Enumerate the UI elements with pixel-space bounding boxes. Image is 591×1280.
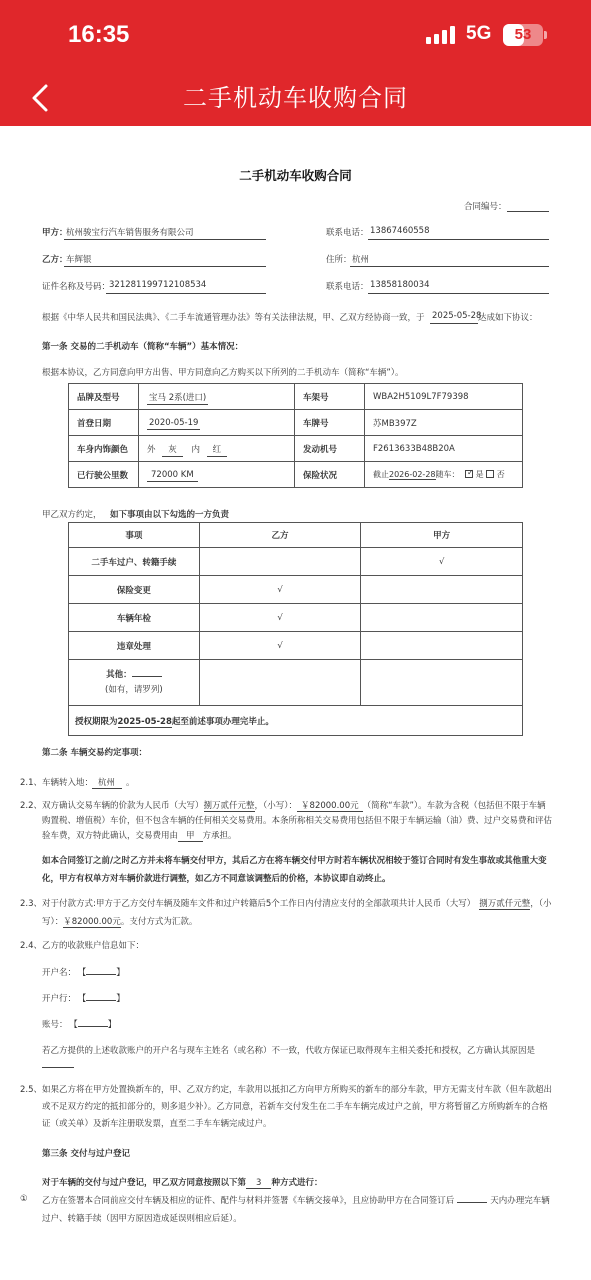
clause-2-1-text: 车辆转入地： (42, 778, 94, 788)
clause-2-5-line3: 证（或关单）及新车注册联发票，直至二手车车辆完成过户。 (42, 1119, 272, 1129)
checkbox-unchecked-icon[interactable] (486, 470, 494, 478)
preamble-date: 2025-05-28 (432, 311, 482, 321)
fee-payer: 甲 (178, 831, 203, 842)
clause-2-4-no: 2.4、 (20, 941, 43, 951)
vin-value: WBA2H5109L7F79398 (365, 384, 523, 410)
clause-3-1-line2: 过户、转籍手续（因甲方原因造成延误则相应后延）。 (42, 1214, 242, 1224)
article-3-title: 第三条 交付与过户登记 (42, 1149, 130, 1159)
article-3-intro-b: 种方式进行： (271, 1178, 323, 1188)
engine-label: 发动机号 (295, 436, 365, 462)
col-party-b: 乙方 (199, 523, 361, 548)
article-1-title: 第一条 交易的二手机动车（简称“车辆”）基本情况： (42, 342, 244, 352)
bracket-right: 】 (116, 968, 125, 978)
col-party-a: 甲方 (361, 523, 523, 548)
foot-date: 2025-05-28 (117, 716, 172, 727)
status-bar (0, 0, 591, 70)
table-row (69, 548, 523, 576)
resp-intro-b: 如下事项由以下勾选的一方负责 (110, 510, 230, 520)
bold-clause-line2: 化，甲方有权单方对车辆价款进行调整，如乙方不同意该调整后的价格，本协议即自动终止。 (42, 874, 391, 884)
clause-2-4-text: 乙方的收款账户信息如下： (42, 941, 145, 951)
account-bank-label: 开户行： (42, 994, 77, 1004)
row-party-b (199, 548, 361, 576)
party-b-phone: 13858180034 (370, 280, 430, 290)
row-party-b: √ (199, 576, 361, 604)
checkbox-checked-icon[interactable]: ✓ (467, 468, 474, 477)
article-1-intro: 根据本协议，乙方同意向甲方出售、甲方同意向乙方购买以下所列的二手机动车（简称“车辆”）。 (42, 368, 404, 378)
clause-3-1-no: ① (20, 1194, 28, 1204)
clause-2-5-line2: 或不足双方约定的抵扣部分的，则多退少补）。乙方同意，若新车交付发生在二手车车辆完成过户之前，甲方将暂留乙方所购新车的合格 (42, 1102, 548, 1112)
account-no-field[interactable] (78, 1026, 108, 1027)
clause-2-2-b: ，（小写）： (254, 801, 298, 811)
party-a-name: 杭州骏宝行汽车销售服务有限公司 (66, 228, 194, 238)
party-b-label: 乙方： (42, 255, 68, 265)
row-item: 二手车过户、转籍手续 (69, 548, 200, 576)
article-2-title: 第二条 车辆交易约定事项： (42, 748, 147, 758)
insurance-suffix: 随车： (435, 470, 460, 479)
clause-3-1-a: 乙方在签署本合同前应交付车辆及相应的证件、配件与材料并签署《车辆交接单》，且应协助甲方在合同签订后 (42, 1196, 455, 1206)
account-name-label: 开户名： (42, 968, 77, 978)
price-upper: 捌万贰仟元整 (203, 801, 255, 811)
insurance-label: 保险状况 (295, 462, 365, 488)
color-int-label: 内 (191, 444, 200, 455)
other-label: 其他： (106, 669, 132, 680)
foot-b: 起至前述事项办理完毕止。 (171, 716, 274, 727)
delivery-method: 3 (246, 1178, 271, 1189)
color-ext-value: 灰 (162, 445, 183, 457)
engine-value: F2613633B48B20A (365, 436, 523, 462)
bold-clause-line1: 如本合同签订之前/之时乙方并未将车辆交付甲方，其后乙方在将车辆交付甲方时若车辆状况相较于签订合同时有发生事故或其他重大变 (42, 856, 547, 866)
color-label: 车身内饰颜色 (69, 436, 139, 462)
color-ext-label: 外 (147, 444, 156, 455)
brand-label: 品牌及型号 (69, 384, 139, 410)
bracket-right: 】 (116, 994, 125, 1004)
vin-label: 车架号 (295, 384, 365, 410)
nav-bar (0, 70, 591, 126)
foot-a: 授权期限为 (75, 716, 118, 727)
clause-2-2-line3-a: 验车费，双方特此确认，交易费用由 (42, 831, 179, 841)
preamble-end: 达成如下协议： (478, 313, 538, 323)
row-item: 车辆年检 (69, 604, 200, 632)
mileage-value: 72000 KM (147, 470, 198, 482)
bracket-left: 【 (82, 968, 87, 978)
signal-icon (426, 26, 458, 44)
clause-2-5-no: 2.5、 (20, 1085, 43, 1095)
clause-2-3-a: 对于付款方式:甲方于乙方交付车辆及随车文件和过户转籍后5个工作日内付清应支付的全部款项共计人民币（大写） (42, 899, 476, 909)
battery-level: 53 (514, 26, 532, 43)
clause-3-1-b: 天内办理完车辆 (490, 1196, 550, 1206)
clause-2-4-note: 若乙方提供的上述收款账户的开户名与现车主姓名（或名称）不一致，代收方保证已取得现车主相关委托和授权，乙方确认其原因是 (42, 1046, 536, 1056)
account-bank-field[interactable] (86, 1000, 116, 1001)
table-row-foot (69, 706, 523, 736)
clause-2-1-city: 杭州 (98, 778, 116, 788)
reg-date-label: 首登日期 (69, 410, 139, 436)
insurance-no: 否 (496, 470, 505, 479)
table-row (69, 632, 523, 660)
table-row-other (69, 660, 523, 706)
contract-document[interactable] (0, 126, 591, 1280)
article-3-intro-a: 对于车辆的交付与过户登记，甲乙双方同意按照以下第 (42, 1178, 247, 1188)
status-time: 16:35 (68, 21, 130, 48)
clause-2-2-line2: 购置税、增值税）车价，但不包含车辆的任何相关交易费用。本条所称相关交易费用包括但不限于车辆运输（油）费、过户交易费和评估 (42, 816, 553, 826)
row-party-a (361, 632, 523, 660)
bracket-left: 【 (73, 1020, 78, 1030)
party-a-phone-label: 联系电话： (326, 228, 369, 238)
clause-2-2-c: （简称“车款”）。车款为含税（包括但不限于车辆 (362, 801, 546, 811)
party-a-label: 甲方： (42, 228, 68, 238)
clause-2-1-end: 。 (126, 778, 135, 788)
row-party-b: √ (199, 632, 361, 660)
payment-lower: ￥82000.00元 (63, 917, 121, 927)
clause-2-2-a: 双方确认交易车辆的价款为人民币（大写） (42, 801, 204, 811)
party-b-id-label: 证件名称及号码： (42, 282, 111, 292)
battery-icon (503, 24, 543, 46)
table-row (69, 604, 523, 632)
party-b-phone-label: 联系电话： (326, 282, 369, 292)
clause-2-3-d: 。支付方式为汇款。 (120, 917, 198, 927)
bracket-left: 【 (82, 994, 87, 1004)
party-a-phone: 13867460558 (370, 226, 430, 236)
payment-upper: 捌万贰仟元整 (479, 899, 531, 909)
mileage-label: 已行驶公里数 (69, 462, 139, 488)
clause-2-5-line1: 如果乙方将在甲方处置换新车的，甲、乙双方约定，车款用以抵扣乙方向甲方所购买的新车的部分车款，甲方无需支付车款（但车款超出 (42, 1085, 553, 1095)
table-row (69, 576, 523, 604)
preamble-text: 根据《中华人民共和国民法典》、《二手车流通管理办法》等有关法律法规，甲、乙双方经协商一致，于 (42, 313, 425, 323)
page-title: 二手机动车收购合同 (183, 84, 408, 112)
color-int-value: 红 (207, 445, 228, 457)
account-name-field[interactable] (86, 974, 116, 975)
row-party-a: √ (361, 548, 523, 576)
contract-title: 二手机动车收购合同 (239, 168, 352, 183)
network-type: 5G (466, 23, 492, 44)
plate-value: 苏MB397Z (365, 410, 523, 436)
resp-intro-a: 甲乙双方约定， (42, 510, 102, 520)
party-b-id: 321281199712108534 (109, 280, 207, 290)
party-b-address-label: 住所： (326, 255, 352, 265)
plate-label: 车牌号 (295, 410, 365, 436)
row-item: 违章处理 (69, 632, 200, 660)
vehicle-info-table (68, 383, 523, 488)
row-party-a (361, 604, 523, 632)
account-no-label: 账号： (42, 1020, 68, 1030)
clause-2-2-no: 2.2、 (20, 801, 43, 811)
row-party-b: √ (199, 604, 361, 632)
insurance-date: 2026-02-28 (389, 470, 436, 479)
clause-2-3-c: 写）： (42, 917, 64, 927)
clause-2-3-no: 2.3、 (20, 899, 43, 909)
brand-value: 宝马 2系(进口) (149, 392, 207, 403)
insurance-prefix: 截止 (373, 470, 389, 479)
party-b-name: 车辉银 (66, 255, 92, 265)
contract-no-label: 合同编号： (464, 202, 507, 212)
clause-2-2-line3-b: 方承担。 (202, 831, 237, 841)
responsibility-table (68, 522, 523, 736)
col-item: 事项 (69, 523, 200, 548)
other-note: (如有，请罗列) (105, 684, 163, 695)
party-b-address: 杭州 (352, 255, 370, 265)
bracket-right: 】 (107, 1020, 117, 1030)
price-lower: ￥82000.00元 (297, 801, 363, 812)
row-party-a (361, 576, 523, 604)
clause-2-1-no: 2.1、 (20, 778, 43, 788)
insurance-yes: 是 (475, 470, 484, 479)
row-item: 保险变更 (69, 576, 200, 604)
clause-2-3-b: ，（小 (530, 899, 552, 909)
transfer-days-field[interactable] (457, 1202, 487, 1203)
reg-date-value: 2020-05-19 (149, 417, 199, 428)
